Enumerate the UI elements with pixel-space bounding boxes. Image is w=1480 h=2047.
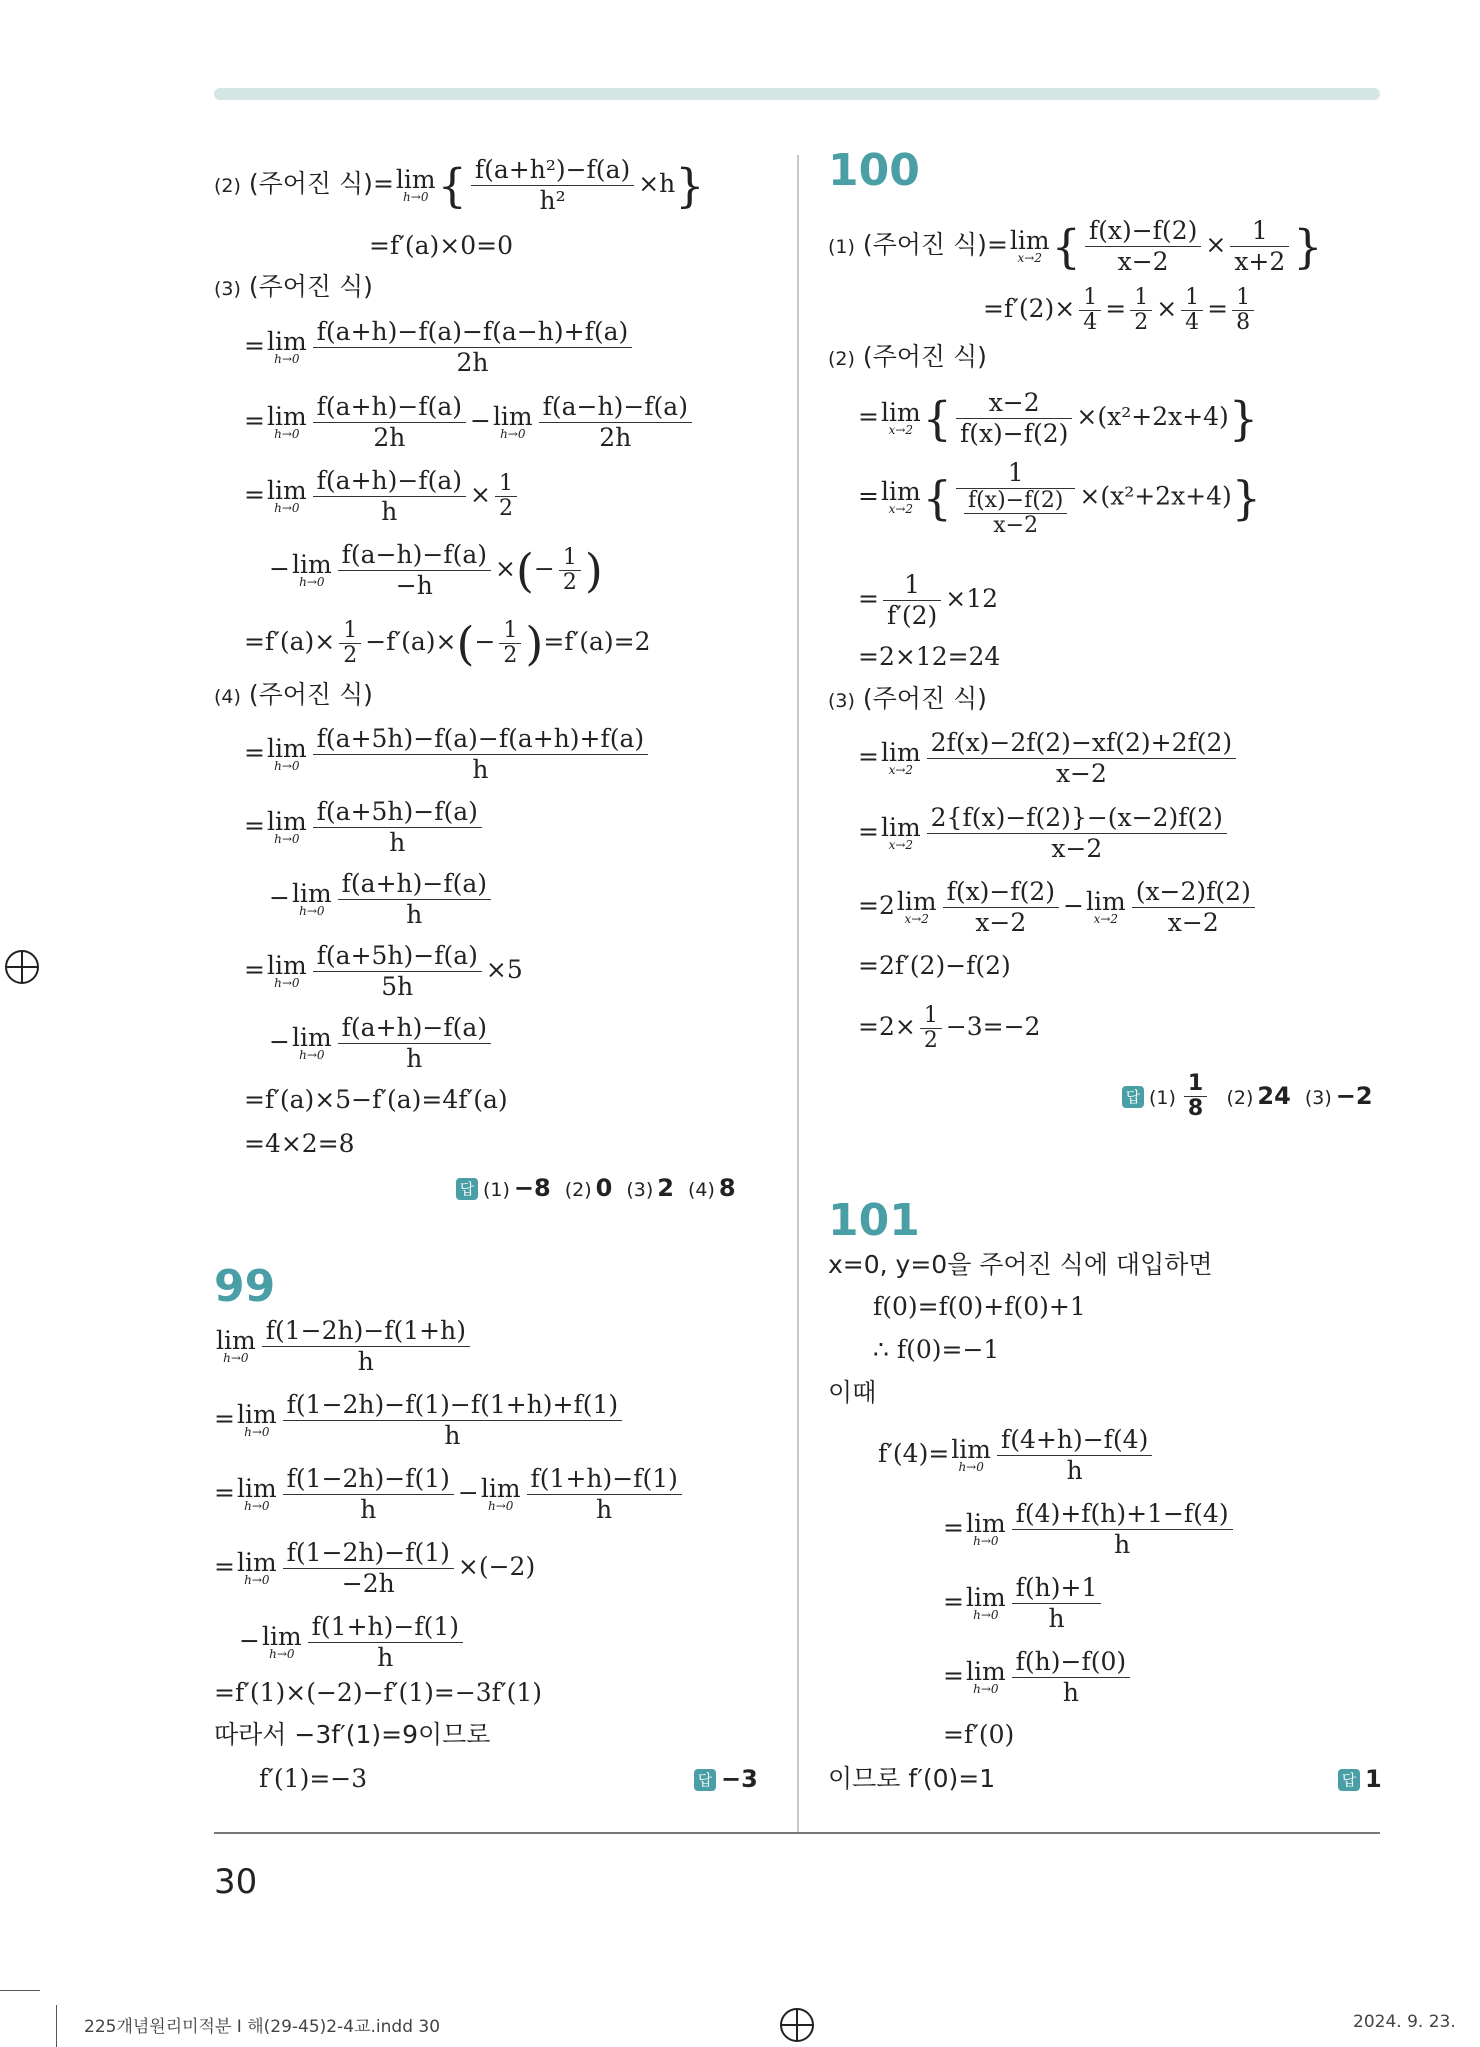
footer-date: 2024. 9. 23. [1353,2012,1456,2032]
page-number: 30 [214,1862,258,1902]
solution-line: = lim h→0 $\frac{f(a+h)-f(a)}{h}$ × $\frac{1}{2}$ [244,466,521,527]
solution-line: − lim h→0 $\frac{f(a-h)-f(a)}{-h}$ ×(− $\frac{1}{2}$ ) [269,540,603,600]
bottom-rule [214,1832,1380,1834]
solution-line: =4×2=8 [244,1129,355,1158]
answer-box: 답 (1) −8 (2) 0 (3) 2 (4) 8 [456,1173,750,1205]
solution-line: = lim x→2 { $\frac{x-2}{f(x)-f(2)}$ ×(x²+2x+4)} [858,388,1259,448]
solution-line: = lim x→2 { $\frac{1}{\frac{f(x)-f(2)}{x-2}}$ ×(x²+2x+4)} [858,458,1262,538]
solution-line: =2× $\frac{1}{2}$ −3=−2 [858,1003,1041,1053]
solution-line: (4) (주어진 식) [214,680,373,709]
answer-tag: 답 [1122,1086,1144,1108]
solution-line: = lim x→2 $\frac{2f(x)-2f(2)-xf(2)+2f(2)}{x-2}$ [858,728,1240,789]
solution-line: x=0, y=0을 주어진 식에 대입하면 [828,1250,1213,1279]
solution-line: = lim h→0 $\frac{f(h)+1}{h}$ [943,1573,1105,1634]
solution-line: 이므로 f′(0)=1 [828,1764,996,1793]
solution-line: = lim h→0 $\frac{f(a+h)-f(a)}{2h}$ − lim h→0 $\frac{f(a-h)-f(a)}{2h}$ [244,392,696,453]
solution-line: =f′(a)×0=0 [369,231,513,260]
solution-line: (3) (주어진 식) [214,272,373,301]
solution-line: = lim x→2 $\frac{2\{f(x)-f(2)\}-(x-2)f(2)}{x-2}$ [858,803,1231,864]
footer-filename: 225개념원리미적분 I 해(29-45)2-4교.indd 30 [84,2017,441,2037]
solution-line: = lim h→0 $\frac{f(1-2h)-f(1)}{-2h}$ ×(−2) [214,1538,536,1598]
solution-line: = lim h→0 $\frac{f(a+h)-f(a)-f(a-h)+f(a)}{2h}$ [244,317,636,378]
problem-number: 101 [828,1195,920,1246]
answer-tag: 답 [456,1178,478,1200]
solution-line: ∴ f(0)=−1 [873,1335,1000,1364]
registration-mark-icon [5,950,39,984]
solution-line: =f′(0) [943,1720,1015,1749]
solution-line: 이때 [828,1378,877,1407]
solution-line: − lim h→0 $\frac{f(1+h)-f(1)}{h}$ [239,1612,467,1673]
top-banner-bar [214,88,1380,100]
solution-line: = lim h→0 $\frac{f(4)+f(h)+1-f(4)}{h}$ [943,1499,1237,1560]
solution-line: (2) (주어진 식)= lim h→0 { $\frac{\text{f(a+h²)−f(a)}}{\text{h²}}$ ×h} [214,155,705,215]
problem-number: 99 [214,1261,276,1312]
column-divider [797,155,799,1833]
problem-number: 100 [828,145,920,196]
solution-line: =f′(2)× $\frac{1}{4}$ = $\frac{1}{2}$ × $\frac{1}{4}$ = $\frac{1}{8}$ [983,286,1258,335]
solution-line: = lim h→0 $\frac{f(a+5h)-f(a)}{h}$ [244,797,486,858]
solution-line: (1) (주어진 식)= lim x→2 { $\frac{f(x)-f(2)}{x-2}$ × $\frac{1}{x+2}$ } [828,216,1323,276]
registration-mark-icon [780,2008,814,2042]
solution-line: (2) (주어진 식) [828,342,987,371]
solution-line: =f′(a)×5−f′(a)=4f′(a) [244,1085,508,1114]
trim-mark [0,1990,40,1991]
solution-line: = $\frac{1}{f'(2)}$ ×12 [858,570,999,630]
solution-line: − lim h→0 $\frac{f(a+h)-f(a)}{h}$ [269,869,495,930]
solution-line: = lim h→0 $\frac{f(a+5h)-f(a)}{5h}$ ×5 [244,941,523,1001]
solution-line: =2×12=24 [858,642,1001,671]
solution-line: − lim h→0 $\frac{f(a+h)-f(a)}{h}$ [269,1013,495,1074]
solution-line: f′(1)=−3 [259,1764,368,1793]
answer-box: 답 −3 [694,1764,772,1794]
answer-box: 답 (1) $\frac{1}{8}$ (2) 24 (3) −2 [1122,1072,1387,1121]
solution-line: =f′(1)×(−2)−f′(1)=−3f′(1) [214,1678,543,1707]
solution-line: = lim h→0 $\frac{f(h)-f(0)}{h}$ [943,1647,1134,1708]
solution-line: = lim h→0 $\frac{f(1-2h)-f(1)}{h}$ − lim h→0 $\frac{f(1+h)-f(1)}{h}$ [214,1464,686,1525]
answer-tag: 답 [1338,1769,1360,1791]
answer-box: 답 1 [1338,1764,1396,1794]
solution-line: = lim h→0 $\frac{f(1-2h)-f(1)-f(1+h)+f(1)}{h}$ [214,1390,626,1451]
solution-line: f′(4)= lim h→0 $\frac{f(4+h)-f(4)}{h}$ [878,1425,1156,1486]
solution-line: =f′(a)× $\frac{1}{2}$ −f′(a)×(− $\frac{1}{2}$ )=f′(a)=2 [244,616,651,671]
answer-tag: 답 [694,1769,716,1791]
trim-mark [56,2005,57,2047]
solution-line: lim h→0 $\frac{f(1-2h)-f(1+h)}{h}$ [214,1316,474,1377]
solution-line: = lim h→0 $\frac{f(a+5h)-f(a)-f(a+h)+f(a)}{h}$ [244,724,652,785]
solution-line: =2 lim x→2 $\frac{f(x)-f(2)}{x-2}$ − lim x→2 $\frac{(x-2)f(2)}{x-2}$ [858,877,1259,938]
solution-line: f(0)=f(0)+f(0)+1 [873,1292,1086,1321]
solution-line: =2f′(2)−f(2) [858,951,1011,980]
solution-line: 따라서 −3f′(1)=9이므로 [214,1720,491,1749]
solution-line: (3) (주어진 식) [828,684,987,713]
